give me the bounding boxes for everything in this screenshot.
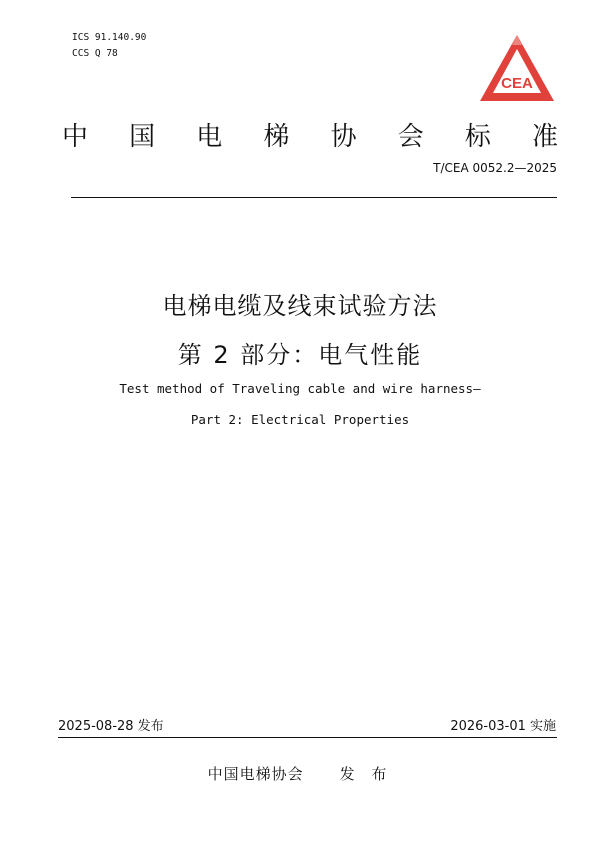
header-divider	[71, 197, 557, 198]
publisher-action: 发 布	[339, 765, 393, 783]
org-title-char: 国	[129, 122, 158, 152]
standard-number: T/CEA 0052.2—2025	[433, 161, 557, 175]
ccs-code: CCS Q 78	[72, 48, 118, 59]
cea-logo	[478, 33, 556, 105]
cea-logo-icon	[478, 33, 556, 105]
org-title-char: 梯	[263, 122, 292, 152]
org-standard-title	[62, 116, 560, 153]
title-chinese-line2: 第 2 部分：电气性能	[177, 341, 423, 369]
org-title-char: 电	[196, 122, 225, 152]
logo-text: CEA	[501, 75, 533, 92]
issue-date: 2025-08-28 发布	[58, 719, 164, 734]
org-title-char: 中	[62, 122, 91, 152]
ics-code: ICS 91.140.90	[72, 32, 147, 43]
title-english-line1: Test method of Traveling cable and wire harness—	[119, 381, 481, 396]
classification-codes	[72, 30, 146, 62]
implementation-date: 2026-03-01 实施	[450, 719, 556, 734]
org-title-char: 标	[464, 122, 493, 152]
publisher-name: 中国电梯协会	[207, 765, 304, 783]
title-english-line2: Part 2: Electrical Properties	[190, 412, 410, 427]
footer-divider	[58, 737, 557, 738]
org-title-char: 准	[531, 122, 560, 152]
title-chinese-line1: 电梯电缆及线束试验方法	[162, 292, 438, 320]
org-title-char: 会	[397, 122, 426, 152]
org-title-char: 协	[330, 122, 359, 152]
publisher-line	[0, 763, 600, 784]
